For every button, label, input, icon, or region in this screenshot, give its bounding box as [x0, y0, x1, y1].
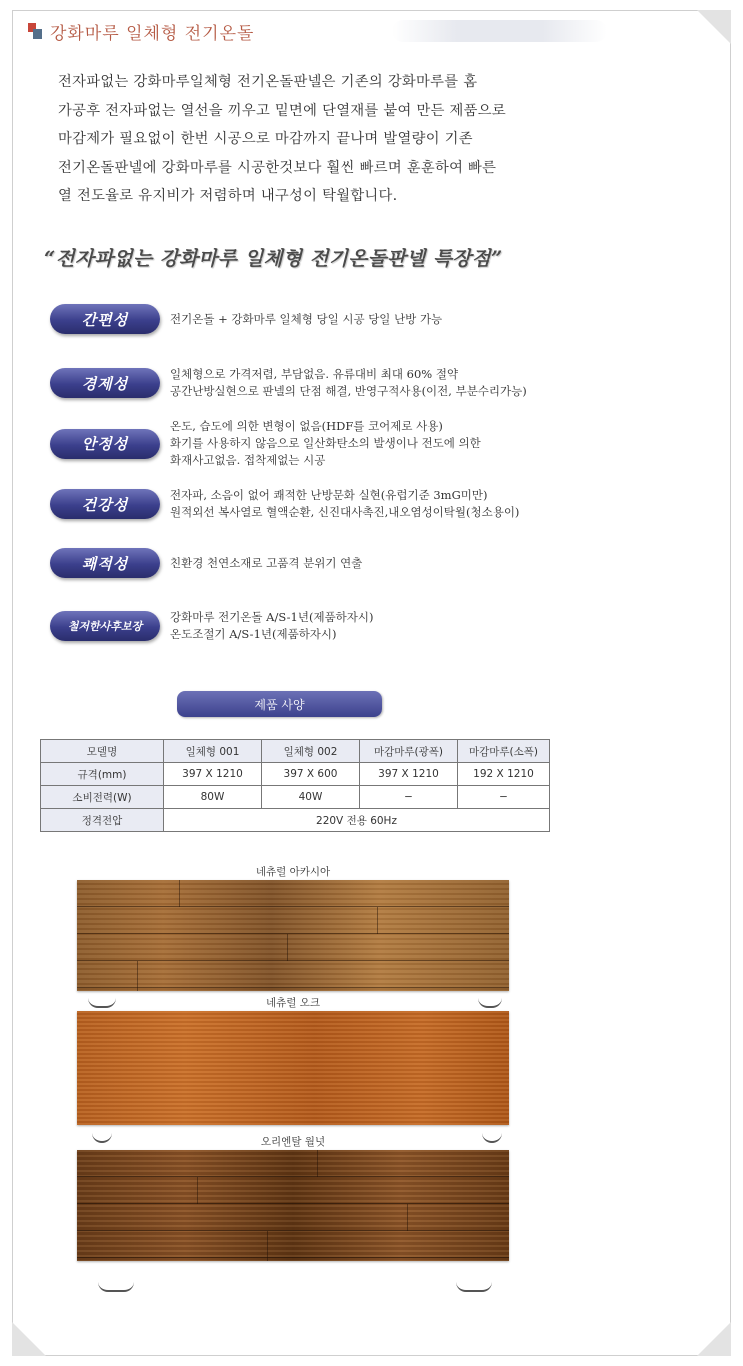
feature-economy	[50, 366, 527, 400]
floor-label: 오리엔탈 월넛	[260, 1136, 326, 1148]
feature-comfort	[50, 548, 362, 578]
table-cell: 규격(mm)	[41, 763, 164, 786]
intro-line: 가공후 전자파없는 열선을 끼우고 밑면에 단열재를 붙여 만든 제품으로	[58, 102, 506, 119]
intro-line: 마감제가 필요없이 한번 시공으로 마감까지 끝나며 발열량이 기존	[58, 131, 473, 147]
feature-badge: 건강성	[50, 489, 160, 519]
feature-badge: 경제성	[50, 368, 160, 398]
wire-right	[456, 1262, 492, 1292]
feature-after-service	[50, 609, 374, 643]
feature-health	[50, 487, 519, 521]
floor-image-acacia	[77, 880, 509, 991]
feature-line: 전기온돌 + 강화마루 일체형 당일 시공 당일 난방 가능	[170, 311, 443, 326]
table-row	[41, 809, 550, 832]
feature-badge: 쾌적성	[50, 548, 160, 578]
table-cell: 40W	[262, 786, 360, 809]
intro-line: 전자파없는 강화마루일체형 전기온돌판넬은 기존의 강화마루를 홈	[58, 74, 478, 90]
table-cell: 192 X 1210	[458, 763, 550, 786]
table-cell: 397 X 1210	[164, 763, 262, 786]
feature-line: 화재사고없음. 접착제없는 시공	[170, 453, 326, 467]
feature-description	[170, 555, 362, 572]
intro-line: 전기온돌판넬에 강화마루를 시공한것보다 훨씬 빠르며 훈훈하여 빠른	[58, 159, 497, 176]
intro-line: 열 전도율로 유지비가 저렴하며 내구성이 탁월합니다.	[58, 188, 398, 204]
table-row	[41, 786, 550, 809]
floor-image-walnut	[77, 1150, 509, 1261]
feature-badge: 간편성	[50, 304, 160, 334]
corner-fold-top-right	[697, 10, 731, 44]
table-header-row	[41, 740, 550, 763]
feature-line: 원적외선 복사열로 혈액순환, 신진대사촉진,내오염성이탁월(청소용이)	[170, 505, 520, 519]
floor-label: 네츄럴 오크	[265, 997, 321, 1009]
feature-line: 일체형으로 가격저렴, 부담없음. 유류대비 최대 60% 절약	[170, 367, 459, 381]
feature-description	[170, 366, 527, 400]
table-header: 일체형 002	[262, 740, 360, 763]
table-cell: 정격전압	[41, 809, 164, 832]
table-header: 모델명	[41, 740, 164, 763]
spec-title-badge: 제품 사양	[177, 691, 382, 717]
table-header: 마감마루(광폭)	[360, 740, 458, 763]
floor-label: 네츄럴 아카시아	[255, 866, 331, 878]
feature-line: 친환경 천연소재로 고품격 분위기 연출	[170, 555, 363, 570]
feature-convenience	[50, 304, 442, 334]
feature-badge: 안정성	[50, 429, 160, 459]
spec-table	[40, 739, 550, 832]
features-headline: “전자파없는 강화마루 일체형 전기온돌판넬 특장점”	[44, 247, 503, 270]
feature-line: 온도, 습도에 의한 변형이 없음(HDF를 코어제로 사용)	[170, 419, 443, 433]
feature-stability	[50, 418, 481, 469]
feature-line: 화기를 사용하지 않음으로 일산화탄소의 발생이나 전도에 의한	[170, 436, 481, 450]
feature-description	[170, 609, 374, 643]
table-cell: 80W	[164, 786, 262, 809]
feature-description	[170, 487, 519, 521]
corner-fold-bottom-right	[697, 1322, 731, 1356]
feature-description	[170, 418, 481, 469]
table-cell: −	[458, 786, 550, 809]
wire-left	[98, 1262, 134, 1292]
floor-image-oak	[77, 1011, 509, 1125]
table-header: 마감마루(소폭)	[458, 740, 550, 763]
table-cell: 397 X 1210	[360, 763, 458, 786]
table-cell: −	[360, 786, 458, 809]
logo-icon	[28, 23, 42, 39]
table-cell: 397 X 600	[262, 763, 360, 786]
header-highlight	[392, 20, 607, 42]
table-header: 일체형 001	[164, 740, 262, 763]
table-cell: 220V 전용 60Hz	[164, 809, 550, 832]
feature-line: 공간난방실현으로 판넬의 단점 해결, 반영구적사용(이전, 부분수리가능)	[170, 384, 527, 398]
feature-description	[170, 311, 442, 328]
corner-fold-bottom-left	[12, 1322, 46, 1356]
feature-line: 전자파, 소음이 없어 쾌적한 난방문화 실현(유럽기준 3mG미만)	[170, 488, 488, 502]
page-title: 강화마루 일체형 전기온돌	[50, 23, 255, 44]
intro-text	[58, 68, 598, 211]
table-cell: 소비전력(W)	[41, 786, 164, 809]
feature-badge: 철저한사후보장	[50, 611, 160, 641]
feature-line: 강화마루 전기온돌 A/S-1년(제품하자시)	[170, 610, 374, 624]
table-row	[41, 763, 550, 786]
page-header	[28, 18, 254, 44]
feature-line: 온도조절기 A/S-1년(제품하자시)	[170, 627, 337, 641]
